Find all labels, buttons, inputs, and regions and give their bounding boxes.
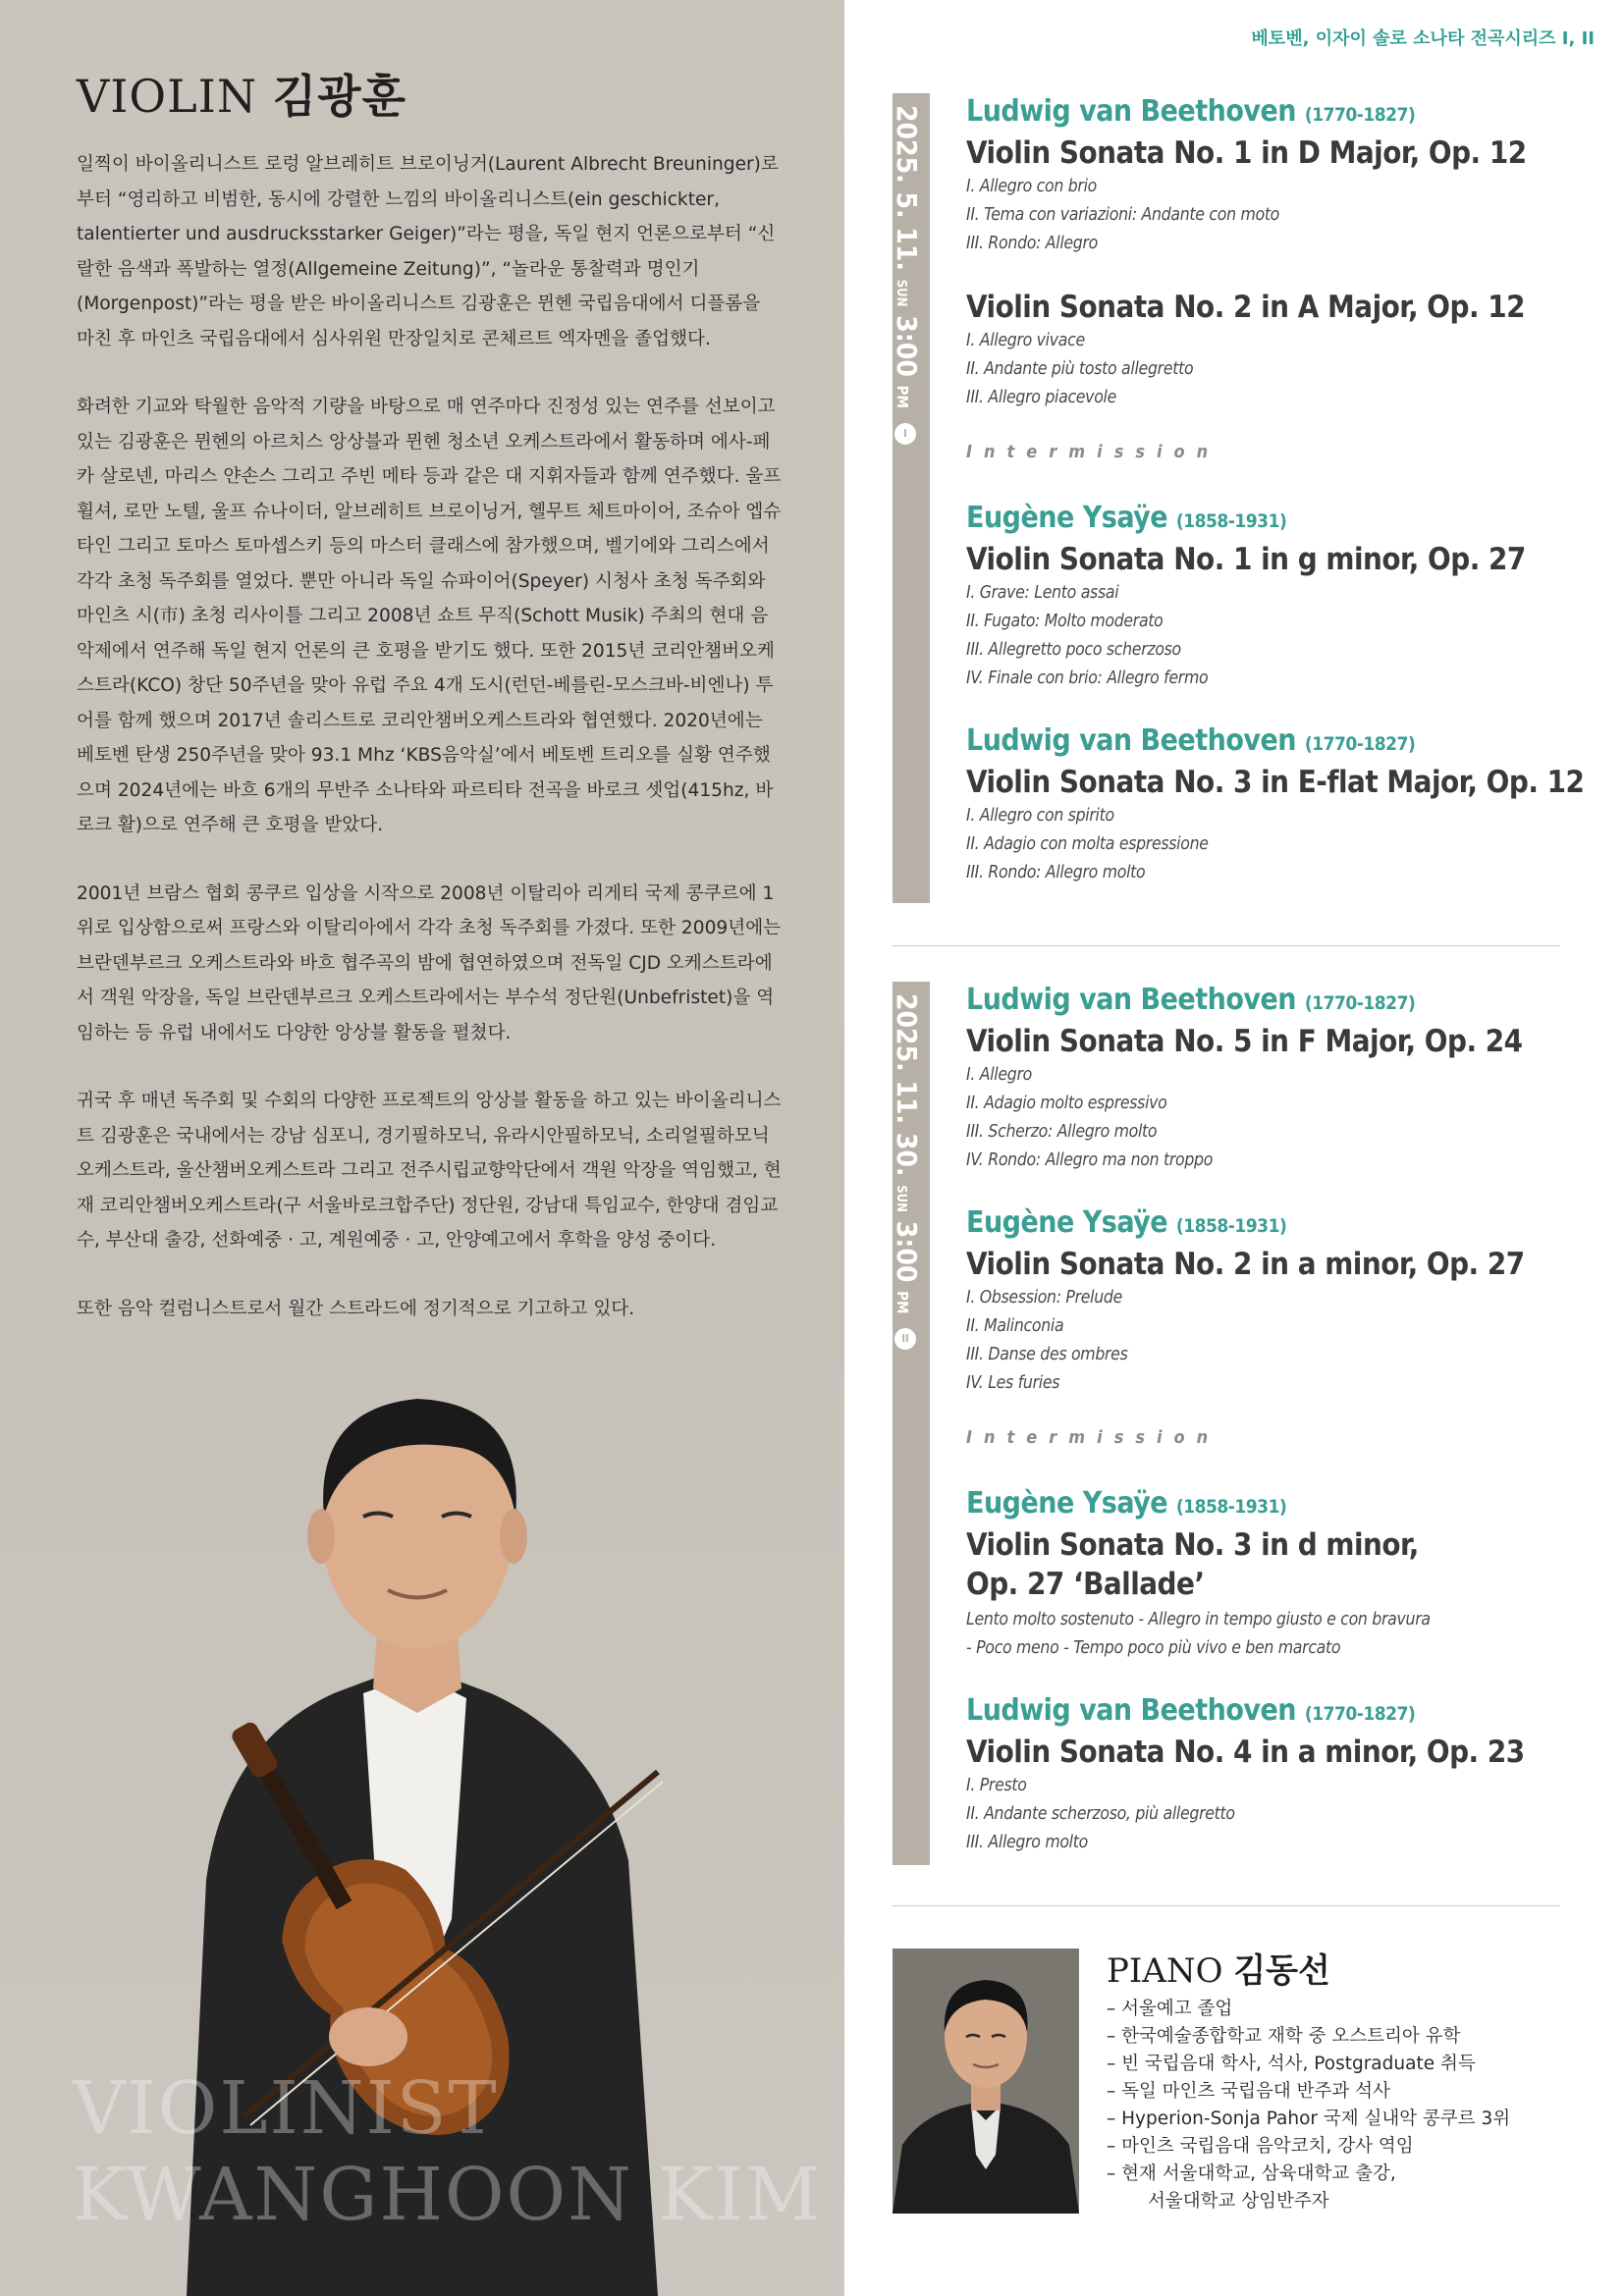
- movement: I. Allegro: [966, 1065, 1032, 1085]
- bio-paragraph: 화려한 기교와 탁월한 음악적 기량을 바탕으로 매 연주마다 진정성 있는 연주를 선보이고 있는 김광훈은 뮌헨의 아르치스 앙상블과 뮌헨 청소년 오케스트라에서 활동하며 에사-페카 살로넨, 마리스 얀손스 그리고 주빈 메타 등과 같은 대 지휘자들과 함께 연주했다. 울프 휠셔, 로만 노텔, 울프 슈나이더, 알브레히트 브로이닝거, 헬무트 체트마이어, 조슈아 엡슈타인 그리고 토마스 토마셉스키 등의 마스터 클래스에 참가했으며, 벨기에와 그리스에서 각각 초청 독주회를 열었다. 뿐만 아니라 독일 슈파이어(Speyer) 시청사 초청 독주회와 마인츠 시(市) 초청 리사이틀 그리고 2008년 쇼트 무직(Schott Musik) 주최의 현대 음악제에서 연주해 독일 현지 언론의 큰 호평을 받기도 했다. 또한 2015년 코리안챔버오케스트라(KCO) 창단 50주년을 맞아 유럽 주요 4개 도시(런던-베를린-모스크바-비엔나) 투어를 함께 했으며 2017년 솔리스트로 코리안챔버오케스트라와 협연했다. 2020년에는 베토벤 탄생 250주년을 맞아 93.1 Mhz ‘KBS음악실’에서 베토벤 트리오를 실황 연주했으며 2024년에는 바흐 6개의 무반주 소나타와 파르티타 전곡을 바로크 셋업(415hz, 바로크 활)으로 연주해 큰 호평을 받았다.: [77, 397, 782, 835]
- composer-name: Eugène Ysaÿe (1858-1931): [966, 1205, 1287, 1240]
- composer-years: (1770-1827): [1304, 104, 1416, 126]
- work-title: Violin Sonata No. 5 in F Major, Op. 24: [966, 1024, 1523, 1059]
- composer-years: (1770-1827): [1304, 992, 1416, 1014]
- movement: IV. Les furies: [966, 1373, 1060, 1393]
- movement: II. Adagio molto espressivo: [966, 1094, 1167, 1113]
- program-piece: [966, 722, 1585, 887]
- movement: II. Andante più tosto allegretto: [966, 359, 1194, 379]
- movement: II. Andante scherzoso, più allegretto: [966, 1804, 1235, 1824]
- violinist-biography: [77, 147, 782, 1360]
- composer-years: (1770-1827): [1304, 733, 1416, 755]
- movement: I. Allegro vivace: [966, 331, 1085, 350]
- work-title: Op. 27 ‘Ballade’: [966, 1567, 1205, 1602]
- bio-paragraph: 2001년 브람스 협회 콩쿠르 입상을 시작으로 2008년 이탈리아 리게티 국제 콩쿠르에 1위로 입상함으로써 프랑스와 이탈리아에서 각각 초청 독주회를 가졌다. 또한 2009년에는 브란덴부르크 오케스트라와 바흐 협주곡의 밤에 협연하였으며 전독일 CJD 오케스트라에서 객원 악장을, 독일 브란덴부르크 오케스트라에서는 부수석 정단원(Unbefristet)을 역임하는 등 유럽 내에서도 다양한 앙상블 활동을 펼쳤다.: [77, 882, 782, 1043]
- section-divider: [893, 945, 1560, 946]
- credential-item: 서울대학교 상임반주자: [1148, 2191, 1329, 2212]
- work-title: Violin Sonata No. 3 in d minor,: [966, 1527, 1419, 1563]
- concert-2-date: [891, 993, 923, 1350]
- bio-paragraph: 귀국 후 매년 독주회 및 수회의 다양한 프로젝트의 앙상블 활동을 하고 있는 바이올리니스트 김광훈은 국내에서는 강남 심포니, 경기필하모닉, 유라시안필하모닉, 소리얼필하모닉오케스트라, 울산챔버오케스트라 그리고 전주시립교향악단에서 객원 악장을 역임했고, 현재 코리안챔버오케스트라(구 서울바로크합주단) 정단원, 강남대 특임교수, 한양대 겸임교수, 부산대 출강, 선화예중 · 고, 계원예중 · 고, 안양예고에서 후학을 양성 중이다.: [77, 1091, 782, 1251]
- program-piece: [966, 288, 1585, 412]
- movement: III. Scherzo: Allegro molto: [966, 1122, 1158, 1142]
- movement: IV. Rondo: Allegro ma non troppo: [966, 1150, 1214, 1170]
- credential-item: – 마인츠 국립음대 음악코치, 강사 역임: [1107, 2136, 1414, 2157]
- violin-heading: [77, 61, 406, 126]
- concert-2-program: [966, 982, 1585, 1887]
- time-text: 3:00: [891, 1220, 923, 1283]
- program-piece: [966, 982, 1585, 1175]
- credential-item: – 독일 마인츠 국립음대 반주과 석사: [1107, 2081, 1390, 2102]
- ampm-text: PM: [893, 1291, 911, 1314]
- date-text: 2025. 11. 30.: [891, 993, 923, 1177]
- program-piece: [966, 500, 1585, 693]
- composer-years: (1858-1931): [1175, 510, 1287, 532]
- movement: II. Adagio con molta espressione: [966, 834, 1209, 854]
- credential-item: – 한국예술종합학교 재학 중 오스트리아 유학: [1107, 2026, 1461, 2047]
- time-text: 3:00: [891, 315, 923, 377]
- intermission-label: Intermission: [966, 1427, 1220, 1448]
- composer-name: Ludwig van Beethoven (1770-1827): [966, 1693, 1416, 1728]
- credential-item: – 빈 국립음대 학사, 석사, Postgraduate 취득: [1107, 2054, 1476, 2074]
- work-title: Violin Sonata No. 2 in a minor, Op. 27: [966, 1247, 1525, 1282]
- movement: I. Obsession: Prelude: [966, 1288, 1123, 1308]
- movement: I. Allegro con spirito: [966, 806, 1114, 826]
- piano-heading-en: PIANO: [1107, 1951, 1223, 1991]
- movement: II. Tema con variazioni: Andante con moto: [966, 205, 1280, 225]
- movement: IV. Finale con brio: Allegro fermo: [966, 668, 1209, 688]
- concert-1-date: [891, 105, 923, 445]
- ampm-text: PM: [893, 385, 911, 408]
- credential-item: – Hyperion-Sonja Pahor 국제 실내악 콩쿠르 3위: [1107, 2109, 1511, 2129]
- work-title: Violin Sonata No. 4 in a minor, Op. 23: [966, 1735, 1525, 1770]
- movement: II. Fugato: Molto moderato: [966, 612, 1164, 631]
- composer-years: (1770-1827): [1304, 1703, 1416, 1725]
- pianist-credentials: [1107, 1996, 1510, 2216]
- pianist-photo: [893, 1949, 1079, 2214]
- series-tag: 베토벤, 이자이 솔로 소나타 전곡시리즈 I, II: [1251, 28, 1595, 49]
- movement: I. Presto: [966, 1776, 1027, 1795]
- work-title: Violin Sonata No. 2 in A Major, Op. 12: [966, 290, 1526, 325]
- program-piece: [966, 93, 1585, 258]
- movement: III. Allegro molto: [966, 1833, 1088, 1852]
- concert-number-badge: II: [894, 1328, 916, 1350]
- program-piece: [966, 1204, 1585, 1398]
- program-piece: [966, 1692, 1585, 1857]
- movement: III. Allegro piacevole: [966, 388, 1116, 407]
- composer-name: Eugène Ysaÿe (1858-1931): [966, 501, 1287, 535]
- day-text: SUN: [893, 1185, 908, 1212]
- movement: - Poco meno - Tempo poco più vivo e ben marcato: [966, 1638, 1341, 1658]
- watermark-line: VIOLINIST: [73, 2066, 499, 2151]
- day-text: SUN: [893, 279, 908, 307]
- intermission-label: Intermission: [966, 442, 1220, 462]
- movement: III. Rondo: Allegro: [966, 234, 1099, 253]
- concert-2-date-bar: [893, 982, 930, 1865]
- movement: III. Rondo: Allegro molto: [966, 863, 1146, 882]
- composer-years: (1858-1931): [1175, 1215, 1287, 1237]
- piano-heading: [1107, 1944, 1330, 1992]
- date-text: 2025. 5. 11.: [891, 105, 923, 271]
- credential-item: – 서울예고 졸업: [1107, 1999, 1233, 2019]
- movement: Lento molto sostenuto - Allegro in tempo giusto e con bravura: [966, 1610, 1431, 1629]
- movement: I. Grave: Lento assai: [966, 583, 1119, 603]
- work-title: Violin Sonata No. 1 in D Major, Op. 12: [966, 135, 1527, 171]
- violin-heading-en: VIOLIN: [77, 70, 258, 123]
- concert-1-date-bar: [893, 93, 930, 903]
- movement: III. Danse des ombres: [966, 1345, 1128, 1364]
- watermark-line: KWANGHOON KIM: [73, 2153, 822, 2237]
- concert-1-program: [966, 93, 1585, 917]
- credential-item: – 현재 서울대학교, 삼육대학교 출강,: [1107, 2163, 1396, 2184]
- movement: I. Allegro con brio: [966, 177, 1097, 196]
- composer-name: Ludwig van Beethoven (1770-1827): [966, 94, 1416, 129]
- composer-name: Eugène Ysaÿe (1858-1931): [966, 1486, 1287, 1521]
- movement: III. Allegretto poco scherzoso: [966, 640, 1181, 660]
- bio-paragraph: 일찍이 바이올리니스트 로렁 알브레히트 브로이닝거(Laurent Albrecht Breuninger)로부터 “영리하고 비범한, 동시에 강렬한 느낌의 바이올리니스트(ein geschickter, talentierter und ausdrucksstarker Geiger)”라는 평을, 독일 현지 언론으로부터 “신랄한 음색과 폭발하는 열정(Allgemeine Zeitung)”, “놀라운 통찰력과 명인기(Morgenpost)”라는 평을 받은 바이올리니스트 김광훈은 뮌헨 국립음대에서 디플롬을 마친 후 마인츠 국립음대에서 심사위원 만장일치로 콘체르트 엑자멘을 졸업했다.: [77, 154, 779, 349]
- bio-paragraph: 또한 음악 컬럼니스트로서 월간 스트라드에 정기적으로 기고하고 있다.: [77, 1298, 635, 1319]
- work-title: Violin Sonata No. 1 in g minor, Op. 27: [966, 542, 1526, 577]
- violin-heading-name: 김광훈: [272, 70, 407, 123]
- section-divider: [893, 1905, 1560, 1906]
- program-piece: [966, 1485, 1585, 1663]
- concert-number-badge: I: [894, 423, 916, 445]
- composer-years: (1858-1931): [1175, 1496, 1287, 1518]
- composer-name: Ludwig van Beethoven (1770-1827): [966, 723, 1416, 758]
- work-title: Violin Sonata No. 3 in E-flat Major, Op. 12: [966, 765, 1585, 800]
- piano-heading-name: 김동선: [1233, 1951, 1330, 1991]
- movement: II. Malinconia: [966, 1316, 1064, 1336]
- composer-name: Ludwig van Beethoven (1770-1827): [966, 983, 1416, 1017]
